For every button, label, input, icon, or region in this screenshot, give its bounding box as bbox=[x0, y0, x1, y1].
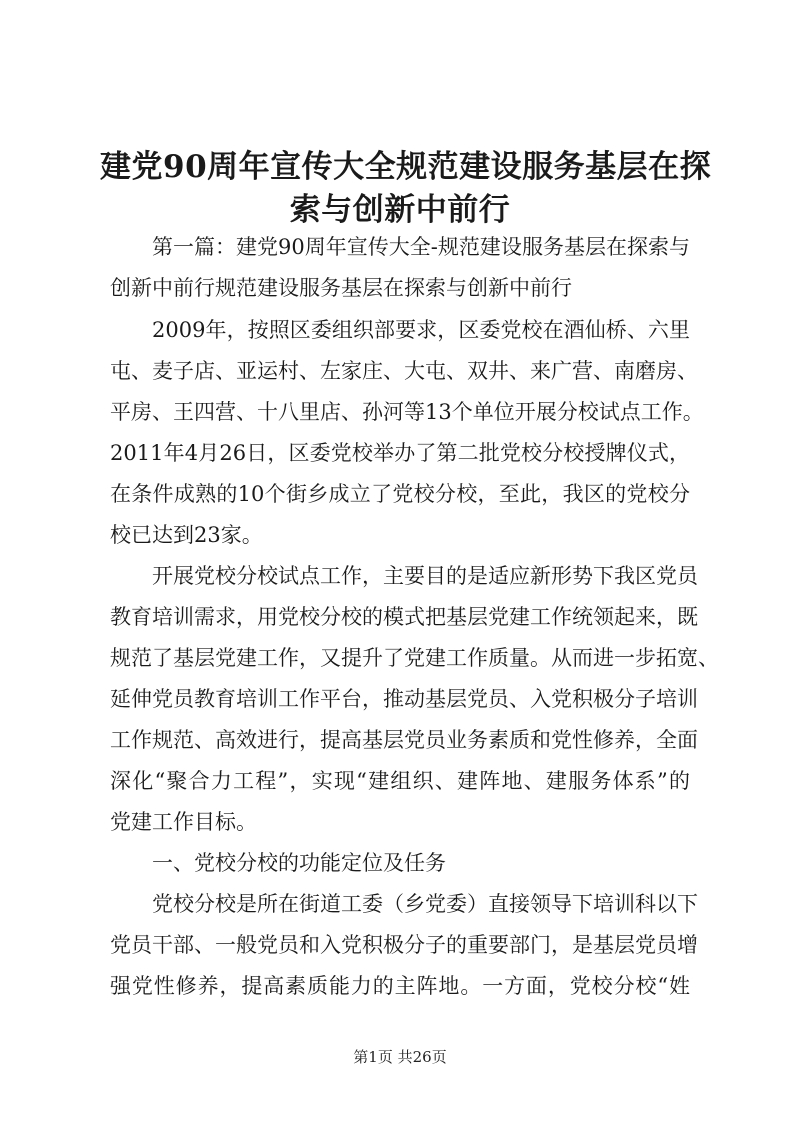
paragraph-line: 深化“聚合力工程”，实现“建组织、建阵地、建服务体系”的 bbox=[110, 769, 690, 793]
paragraph-line: 党员干部、一般党员和入党积极分子的重要部门，是基层党员增 bbox=[110, 933, 698, 957]
paragraph-line: 工作规范、高效进行，提高基层党员业务素质和党性修养，全面 bbox=[110, 728, 698, 752]
paragraph-line: 教育培训需求，用党校分校的模式把基层党建工作统领起来，既 bbox=[110, 605, 698, 629]
paragraph-line: 党建工作目标。 bbox=[110, 810, 257, 834]
paragraph-line: 2011年4月26日，区委党校举办了第二批党校分校授牌仪式， bbox=[110, 441, 690, 465]
paragraph-line: 平房、王四营、十八里店、孙河等13个单位开展分校试点工作。 bbox=[110, 400, 704, 424]
paragraph-line: 规范了基层党建工作，又提升了党建工作质量。从而进一步拓宽、 bbox=[110, 646, 719, 670]
paragraph-line: 第一篇：建党90周年宣传大全-规范建设服务基层在探索与 bbox=[152, 235, 690, 259]
page-footer: 第1页 共26页 bbox=[353, 1048, 447, 1066]
section-heading-text: 一、党校分校的功能定位及任务 bbox=[152, 851, 446, 875]
paragraph-line: 2009年，按照区委组织部要求，区委党校在酒仙桥、六里 bbox=[152, 318, 690, 342]
paragraph-line: 党校分校是所在街道工委（乡党委）直接领导下培训科以下 bbox=[152, 892, 698, 916]
paragraph-line: 开展党校分校试点工作，主要目的是适应新形势下我区党员 bbox=[152, 564, 698, 588]
document-title-line-2: 索与创新中前行 bbox=[289, 192, 511, 228]
paragraph-line: 屯、麦子店、亚运村、左家庄、大屯、双井、来广营、南磨房、 bbox=[110, 359, 698, 383]
paragraph-line: 强党性修养，提高素质能力的主阵地。一方面，党校分校“姓 bbox=[110, 974, 690, 998]
document-title-line-1: 建党90周年宣传大全规范建设服务基层在探 bbox=[100, 149, 712, 185]
paragraph-line: 在条件成熟的10个街乡成立了党校分校，至此，我区的党校分 bbox=[110, 482, 690, 506]
paragraph-line: 延伸党员教育培训工作平台，推动基层党员、入党积极分子培训 bbox=[110, 687, 698, 711]
paragraph-line: 校已达到23家。 bbox=[110, 523, 263, 547]
paragraph-line: 创新中前行规范建设服务基层在探索与创新中前行 bbox=[110, 276, 572, 300]
